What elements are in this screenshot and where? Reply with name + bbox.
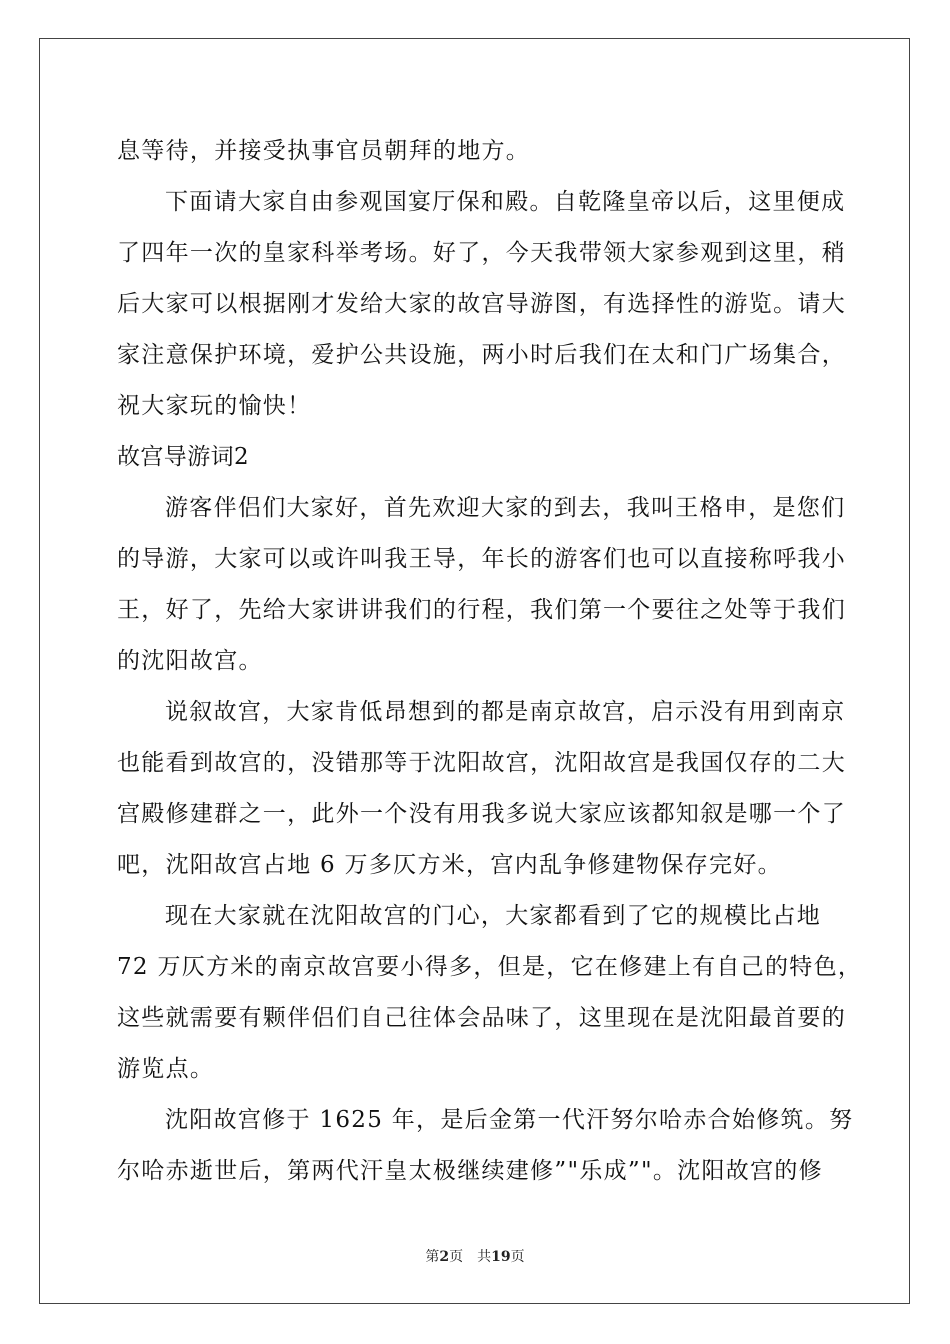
page-number: 2 (439, 1249, 450, 1265)
text-line: 了四年一次的皇家科举考场。好了，今天我带领大家参观到这里，稍 (117, 240, 846, 266)
text-line: 现在大家就在沈阳故宫的门心，大家都看到了它的规模比占地 (165, 903, 822, 929)
text-line: 吧，沈阳故宫占地 6 万多仄方米，宫内乱争修建物保存完好。 (117, 852, 782, 878)
text-line: 后大家可以根据刚才发给大家的故宫导游图，有选择性的游览。请大 (117, 291, 846, 317)
total-pages: 19 (491, 1249, 511, 1265)
text-line: 72 万仄方米的南京故宫要小得多，但是，它在修建上有自己的特色， (117, 954, 863, 980)
text-line: 说叙故宫，大家肯低昂想到的都是南京故宫，启示没有用到南京 (165, 699, 846, 725)
text-line: 游览点。 (117, 1056, 215, 1082)
text-line: 王，好了，先给大家讲讲我们的行程，我们第一个要往之处等于我们 (117, 597, 846, 623)
text-line: 沈阳故宫修于 1625 年，是后金第一代汗努尔哈赤合始修筑。努 (165, 1107, 854, 1133)
text-line: 家注意保护环境，爱护公共设施，两小时后我们在太和门广场集合， (117, 342, 846, 368)
text-line: 下面请大家自由参观国宴厅保和殿。自乾隆皇帝以后，这里便成 (165, 189, 846, 215)
text-line: 游客伴侣们大家好，首先欢迎大家的到去，我叫王格申，是您们 (165, 495, 846, 521)
page-footer (0, 1246, 950, 1266)
page-suffix: 页 (449, 1249, 464, 1265)
document-body (117, 126, 863, 1197)
total-suffix: 页 (510, 1249, 525, 1265)
text-line: 这些就需要有颗伴侣们自己往体会品味了，这里现在是沈阳最首要的 (117, 1005, 846, 1031)
text-line: 也能看到故宫的，没错那等于沈阳故宫，沈阳故宫是我国仅存的二大 (117, 750, 846, 776)
page-prefix: 第 (425, 1249, 440, 1265)
text-line: 尔哈赤逝世后，第两代汗皇太极继续建修”"乐成”"。沈阳故宫的修 (117, 1158, 823, 1184)
section-heading: 故宫导游词2 (117, 444, 250, 470)
total-prefix: 共 (477, 1249, 492, 1265)
text-line: 宫殿修建群之一，此外一个没有用我多说大家应该都知叙是哪一个了 (117, 801, 846, 827)
text-line: 息等待，并接受执事官员朝拜的地方。 (117, 138, 531, 164)
text-line: 祝大家玩的愉快！ (117, 393, 312, 419)
text-line: 的沈阳故宫。 (117, 648, 263, 674)
text-line: 的导游，大家可以或许叫我王导，年长的游客们也可以直接称呼我小 (117, 546, 846, 572)
